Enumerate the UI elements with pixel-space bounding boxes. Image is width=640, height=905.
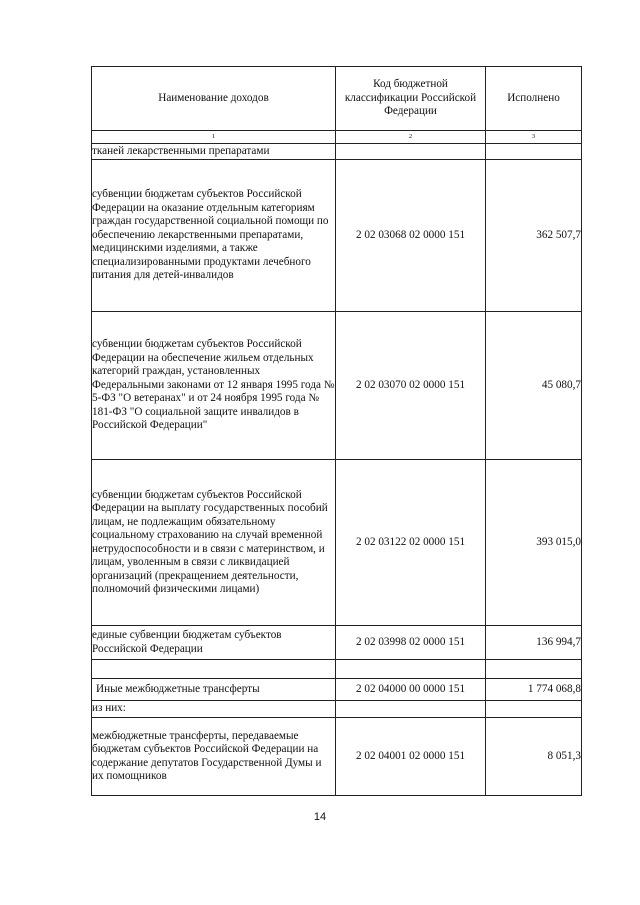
row-value — [486, 660, 582, 679]
page-number: 14 — [313, 811, 327, 823]
row-name: единые субвенции бюджетам субъектов Российской Федерации — [92, 626, 336, 660]
table-row — [92, 460, 582, 626]
row-name: межбюджетные трансферты, передаваемые бюджетам субъектов Российской Федерации на содержание депутатов Государственной Думы и их помощников — [92, 718, 336, 796]
row-code: 2 02 03998 02 0000 151 — [336, 626, 486, 660]
row-value: 8 051,3 — [486, 718, 582, 796]
row-value: 1 774 068,8 — [486, 679, 582, 701]
row-code: 2 02 03068 02 0000 151 — [336, 160, 486, 312]
table-row — [92, 144, 582, 160]
table-header-row — [92, 67, 582, 131]
row-code — [336, 144, 486, 160]
column-number: 2 — [336, 131, 486, 144]
row-value: 45 080,7 — [486, 312, 582, 460]
column-number: 1 — [92, 131, 336, 144]
row-value: 362 507,7 — [486, 160, 582, 312]
table-row — [92, 160, 582, 312]
row-name: Иные межбюджетные трансферты — [92, 679, 336, 701]
header-name: Наименование доходов — [92, 67, 336, 131]
row-code: 2 02 04000 00 0000 151 — [336, 679, 486, 701]
column-number-row — [92, 131, 582, 144]
table-row — [92, 312, 582, 460]
header-value: Исполнено — [486, 67, 582, 131]
row-code: 2 02 03070 02 0000 151 — [336, 312, 486, 460]
table-row — [92, 718, 582, 796]
table-row — [92, 679, 582, 701]
table-row-empty — [92, 660, 582, 679]
row-name: из них: — [92, 701, 336, 718]
header-code: Код бюджетной классификации Российской Федерации — [336, 67, 486, 131]
row-name: субвенции бюджетам субъектов Российской Федерации на выплату государственных пособий лицам, не подлежащим обязательному социальному страхованию на случай временной нетрудоспособности и в связи с материнством, и лицам, уволенным в связи с ликвидацией организаций (прекращением деятельности, полномочий физическими лицами) — [92, 460, 336, 626]
row-value: 136 994,7 — [486, 626, 582, 660]
row-value — [486, 144, 582, 160]
row-code — [336, 660, 486, 679]
row-value — [486, 701, 582, 718]
row-code — [336, 701, 486, 718]
row-name — [92, 660, 336, 679]
row-name: субвенции бюджетам субъектов Российской Федерации на обеспечение жильем отдельных категорий граждан, установленных Федеральными законами от 12 января 1995 года № 5-ФЗ "О ветеранах" и от 24 ноября 1995 года № 181-ФЗ "О социальной защите инвалидов в Российской Федерации" — [92, 312, 336, 460]
row-code: 2 02 04001 02 0000 151 — [336, 718, 486, 796]
budget-revenue-table — [91, 66, 582, 796]
row-value: 393 015,0 — [486, 460, 582, 626]
row-name: субвенции бюджетам субъектов Российской Федерации на оказание отдельным категориям граждан государственной социальной помощи по обеспечению лекарственными препаратами, медицинскими изделиями, а также специализированными продуктами лечебного питания для детей-инвалидов — [92, 160, 336, 312]
table-row — [92, 701, 582, 718]
column-number: 3 — [486, 131, 582, 144]
row-name: тканей лекарственными препаратами — [92, 144, 336, 160]
row-code: 2 02 03122 02 0000 151 — [336, 460, 486, 626]
table-row — [92, 626, 582, 660]
